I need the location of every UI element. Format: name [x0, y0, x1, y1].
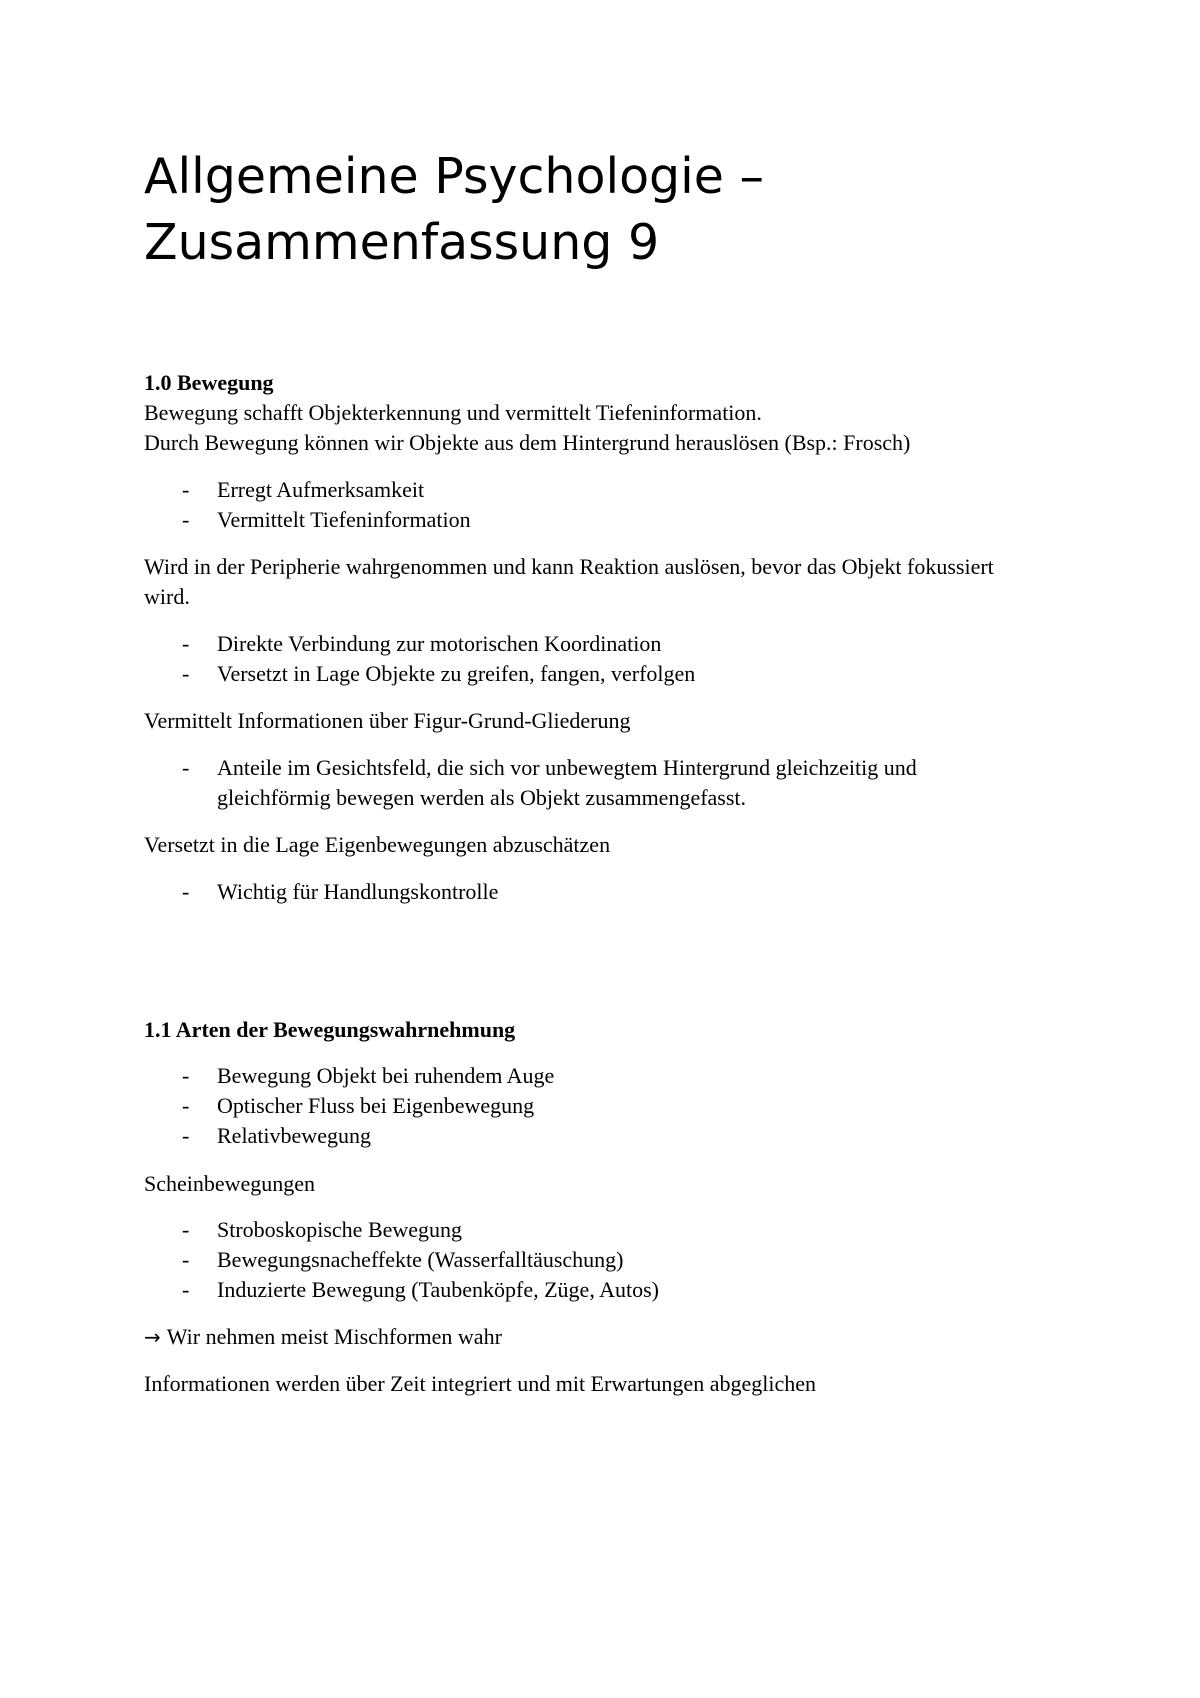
intro-paragraph-1: Bewegung schafft Objekterkennung und vermittelt Tiefeninformation.: [144, 400, 762, 425]
paragraph-peripherie: Wird in der Peripherie wahrgenommen und kann Reaktion auslösen, bevor das Objekt fokussiert wird.: [144, 554, 994, 609]
document-title: [144, 144, 764, 276]
intro-paragraph-2: Durch Bewegung können wir Objekte aus dem Hintergrund herauslösen (Bsp.: Frosch): [144, 430, 911, 455]
list-dash: -: [182, 631, 190, 656]
title-line-2: Zusammenfassung 9: [144, 214, 660, 271]
arrow-line-text: Wir nehmen meist Mischformen wahr: [166, 1324, 502, 1349]
list-item: [182, 659, 1017, 689]
bullet-list-motor: [182, 629, 1017, 689]
bullet-list-handlung: [182, 877, 1017, 907]
list-item: [182, 1275, 1017, 1305]
list-item: [182, 753, 1017, 813]
list-dash: -: [182, 661, 190, 686]
bullet-list-figur: [182, 753, 1017, 813]
list-item-text: Bewegungsnacheffekte (Wasserfalltäuschung): [217, 1247, 624, 1272]
list-item-text: Stroboskopische Bewegung: [217, 1217, 463, 1242]
list-item-text: Versetzt in Lage Objekte zu greifen, fangen, verfolgen: [217, 661, 696, 686]
paragraph-figur-grund: Vermittelt Informationen über Figur-Grund-Gliederung: [144, 708, 631, 733]
section-heading-bewegung: 1.0 Bewegung: [144, 370, 274, 395]
list-item-text: Induzierte Bewegung (Taubenköpfe, Züge, Autos): [217, 1277, 659, 1302]
list-dash: -: [182, 1063, 190, 1088]
list-item-text: Anteile im Gesichtsfeld, die sich vor unbewegtem Hintergrund gleichzeitig und gleichförmig bewegen werden als Objekt zusammengefasst.: [217, 755, 917, 810]
arrow-right-icon: →: [144, 1325, 161, 1349]
list-item-text: Vermittelt Tiefeninformation: [217, 507, 471, 532]
bullet-list-schein: [182, 1215, 1017, 1305]
list-item: [182, 1091, 1017, 1121]
list-item: [182, 877, 1017, 907]
list-dash: -: [182, 477, 190, 502]
list-item: [182, 1061, 1017, 1091]
list-item: [182, 629, 1017, 659]
list-dash: -: [182, 1277, 190, 1302]
list-item-text: Optischer Fluss bei Eigenbewegung: [217, 1093, 535, 1118]
list-item-text: Bewegung Objekt bei ruhendem Auge: [217, 1063, 555, 1088]
list-dash: -: [182, 1123, 190, 1148]
bullet-list-attention: [182, 475, 1017, 535]
paragraph-closing: Informationen werden über Zeit integriert und mit Erwartungen abgeglichen: [144, 1371, 816, 1396]
list-item-text: Relativbewegung: [217, 1123, 371, 1148]
list-item: [182, 475, 1017, 505]
list-item: [182, 1215, 1017, 1245]
list-item: [182, 1121, 1017, 1151]
list-dash: -: [182, 755, 190, 780]
list-dash: -: [182, 1247, 190, 1272]
title-line-1: Allgemeine Psychologie –: [144, 148, 764, 205]
paragraph-eigenbewegung: Versetzt in die Lage Eigenbewegungen abzuschätzen: [144, 832, 611, 857]
list-item-text: Wichtig für Handlungskontrolle: [217, 879, 499, 904]
list-item: [182, 1245, 1017, 1275]
list-dash: -: [182, 507, 190, 532]
list-item-text: Erregt Aufmerksamkeit: [217, 477, 425, 502]
list-dash: -: [182, 1093, 190, 1118]
paragraph-scheinbewegungen: Scheinbewegungen: [144, 1171, 316, 1196]
list-item: [182, 505, 1017, 535]
list-dash: -: [182, 879, 190, 904]
list-item-text: Direkte Verbindung zur motorischen Koordination: [217, 631, 662, 656]
list-dash: -: [182, 1217, 190, 1242]
bullet-list-arten: [182, 1061, 1017, 1151]
paragraph-mischformen: [144, 1322, 502, 1352]
section-heading-arten: 1.1 Arten der Bewegungswahrnehmung: [144, 1017, 516, 1042]
